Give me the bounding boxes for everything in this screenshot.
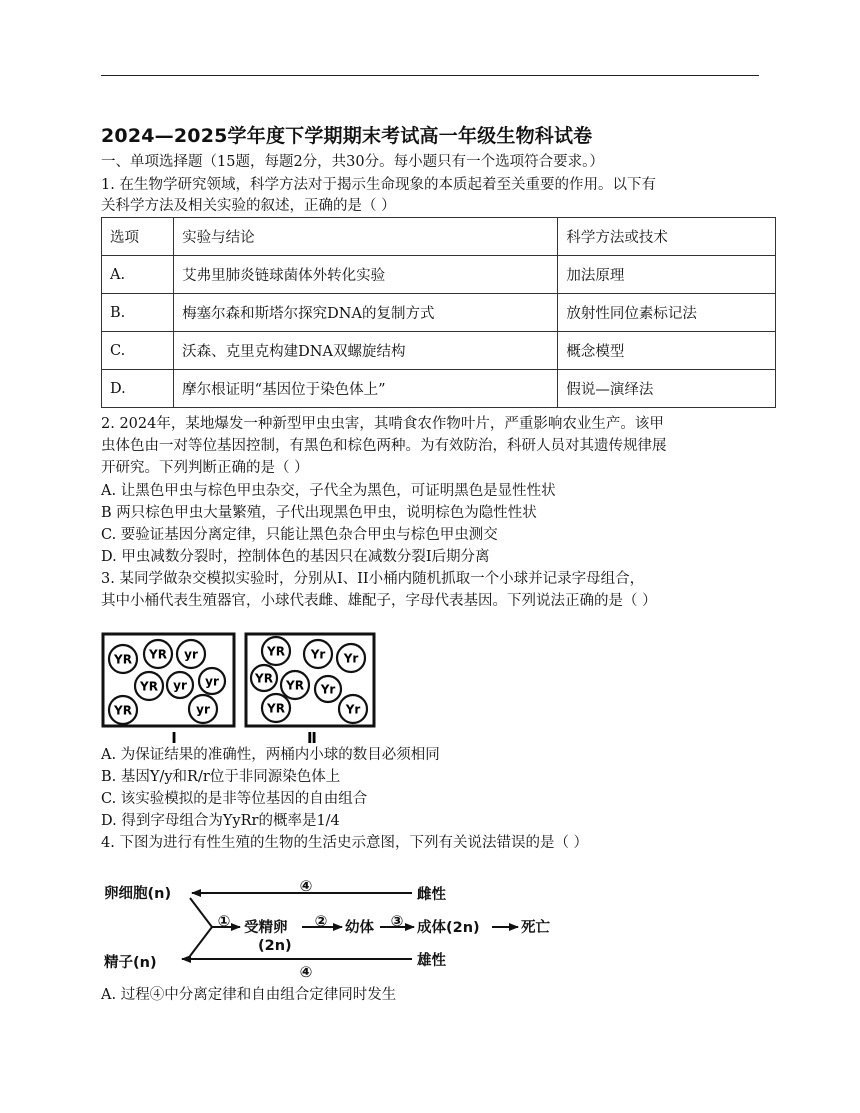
svg-text:yr: yr [196, 702, 210, 717]
ball [337, 644, 365, 672]
bucket-2-label: Ⅱ [307, 729, 317, 745]
table-cell: A. [102, 256, 174, 294]
table-cell: 沃森、克里克构建DNA双螺旋结构 [174, 332, 558, 370]
step-4-bottom-label: ④ [299, 963, 313, 980]
table-cell: 摩尔根证明“基因位于染色体上” [174, 370, 558, 408]
svg-text:YR: YR [267, 644, 285, 659]
egg-label: 卵细胞(n) [104, 886, 172, 902]
step-2-label: ② [314, 912, 328, 930]
header-rule [101, 75, 759, 76]
q1-stem-line2: 关科学方法及相关实验的叙述，正确的是（ ） [101, 198, 396, 214]
ball [251, 665, 277, 691]
ball [339, 695, 367, 723]
ball [199, 668, 225, 694]
table-cell: 假说—演绎法 [558, 370, 776, 408]
q2-stem-line3: 开研究。下列判断正确的是（ ） [101, 460, 309, 476]
q4-life-cycle-diagram [100, 870, 570, 980]
svg-text:YR: YR [149, 647, 167, 662]
svg-text:Yr: Yr [343, 651, 359, 666]
zygote-ploidy-label: (2n) [258, 938, 292, 954]
svg-text:yr: yr [173, 678, 187, 693]
q1-stem-line1: 1. 在生物学研究领域，科学方法对于揭示生命现象的本质起着至关重要的作用。以下有 [101, 177, 656, 193]
q1-table [101, 217, 776, 408]
q2-stem-line2: 虫体色由一对等位基因控制，有黑色和棕色两种。为有效防治，科研人员对其遗传规律展 [101, 438, 667, 454]
q3-option-b: B. 基因Y/y和R/r位于非同源染色体上 [101, 769, 341, 785]
table-row [102, 256, 776, 294]
ball [304, 640, 332, 668]
q3-option-a: A. 为保证结果的准确性，两桶内小球的数目必须相同 [101, 747, 440, 763]
q3-bucket-figure [100, 630, 380, 745]
sperm-label: 精子(n) [104, 955, 157, 971]
adult-label: 成体(2n) [417, 920, 480, 936]
male-label: 雄性 [417, 953, 446, 969]
svg-text:Yr: Yr [310, 647, 326, 662]
exam-title: 2024—2025学年度下学期期末考试高一年级生物科试卷 [101, 125, 593, 147]
table-row [102, 332, 776, 370]
table-cell: 梅塞尔森和斯塔尔探究DNA的复制方式 [174, 294, 558, 332]
q4-stem: 4. 下图为进行有性生殖的生物的生活史示意图，下列有关说法错误的是（ ） [101, 835, 589, 851]
table-header-row [102, 218, 776, 256]
section-heading: 一、单项选择题（15题，每题2分，共30分。每小题只有一个选项符合要求。） [101, 154, 604, 170]
bucket-1-label: Ⅰ [171, 729, 177, 745]
table-cell: C. [102, 332, 174, 370]
svg-text:YR: YR [114, 703, 132, 718]
table-header-cell: 选项 [102, 218, 174, 256]
female-label: 雌性 [417, 887, 446, 903]
q3-stem-line2: 其中小桶代表生殖器官，小球代表雌、雄配子，字母代表基因。下列说法正确的是（ ） [101, 593, 657, 609]
ball [144, 640, 172, 668]
juvenile-label: 幼体 [345, 920, 374, 936]
svg-text:YR: YR [286, 678, 304, 693]
table-header-cell: 科学方法或技术 [558, 218, 776, 256]
q2-option-b: B 两只棕色甲虫大量繁殖，子代出现黑色甲虫，说明棕色为隐性性状 [101, 505, 537, 521]
ball [315, 676, 341, 702]
svg-text:Yr: Yr [320, 682, 336, 697]
fertilization-bracket [190, 898, 212, 956]
svg-text:yr: yr [184, 647, 198, 662]
table-cell: 艾弗里肺炎链球菌体外转化实验 [174, 256, 558, 294]
q2-option-c: C. 要验证基因分离定律，只能让黑色杂合甲虫与棕色甲虫测交 [101, 527, 498, 543]
svg-text:YR: YR [267, 701, 285, 716]
ball [109, 696, 137, 724]
step-4-top-label: ④ [299, 877, 313, 895]
svg-text:YR: YR [140, 679, 158, 694]
table-row [102, 294, 776, 332]
zygote-label: 受精卵 [244, 920, 288, 936]
ball [189, 695, 217, 723]
ball [262, 694, 290, 722]
q2-option-d: D. 甲虫减数分裂时，控制体色的基因只在减数分裂Ⅰ后期分离 [101, 549, 490, 565]
q2-stem-line1: 2. 2024年，某地爆发一种新型甲虫虫害，其啃食农作物叶片，严重影响农业生产。该甲 [101, 416, 664, 432]
step-3-label: ③ [390, 912, 404, 930]
q4-option-a: A. 过程④中分离定律和自由组合定律同时发生 [101, 987, 397, 1003]
table-cell: 概念模型 [558, 332, 776, 370]
q2-option-a: A. 让黑色甲虫与棕色甲虫杂交，子代全为黑色，可证明黑色是显性性状 [101, 483, 556, 499]
ball [167, 672, 193, 698]
q3-stem-line1: 3. 某同学做杂交模拟实验时，分别从Ⅰ、II小桶内随机抓取一个小球并记录字母组合， [101, 571, 645, 587]
ball [135, 672, 163, 700]
svg-text:YR: YR [114, 652, 132, 667]
q3-option-c: C. 该实验模拟的是非等位基因的自由组合 [101, 791, 368, 807]
table-header-cell: 实验与结论 [174, 218, 558, 256]
table-row [102, 370, 776, 408]
ball [262, 637, 290, 665]
ball [177, 640, 205, 668]
q3-option-d: D. 得到字母组合为YyRr的概率是1/4 [101, 813, 340, 829]
table-cell: B. [102, 294, 174, 332]
svg-text:YR: YR [255, 671, 273, 686]
death-label: 死亡 [521, 920, 550, 936]
svg-text:Yr: Yr [345, 702, 361, 717]
ball [281, 671, 309, 699]
ball [109, 645, 137, 673]
table-cell: D. [102, 370, 174, 408]
table-cell: 加法原理 [558, 256, 776, 294]
step-1-label: ① [217, 912, 231, 930]
table-cell: 放射性同位素标记法 [558, 294, 776, 332]
svg-text:yr: yr [205, 674, 219, 689]
